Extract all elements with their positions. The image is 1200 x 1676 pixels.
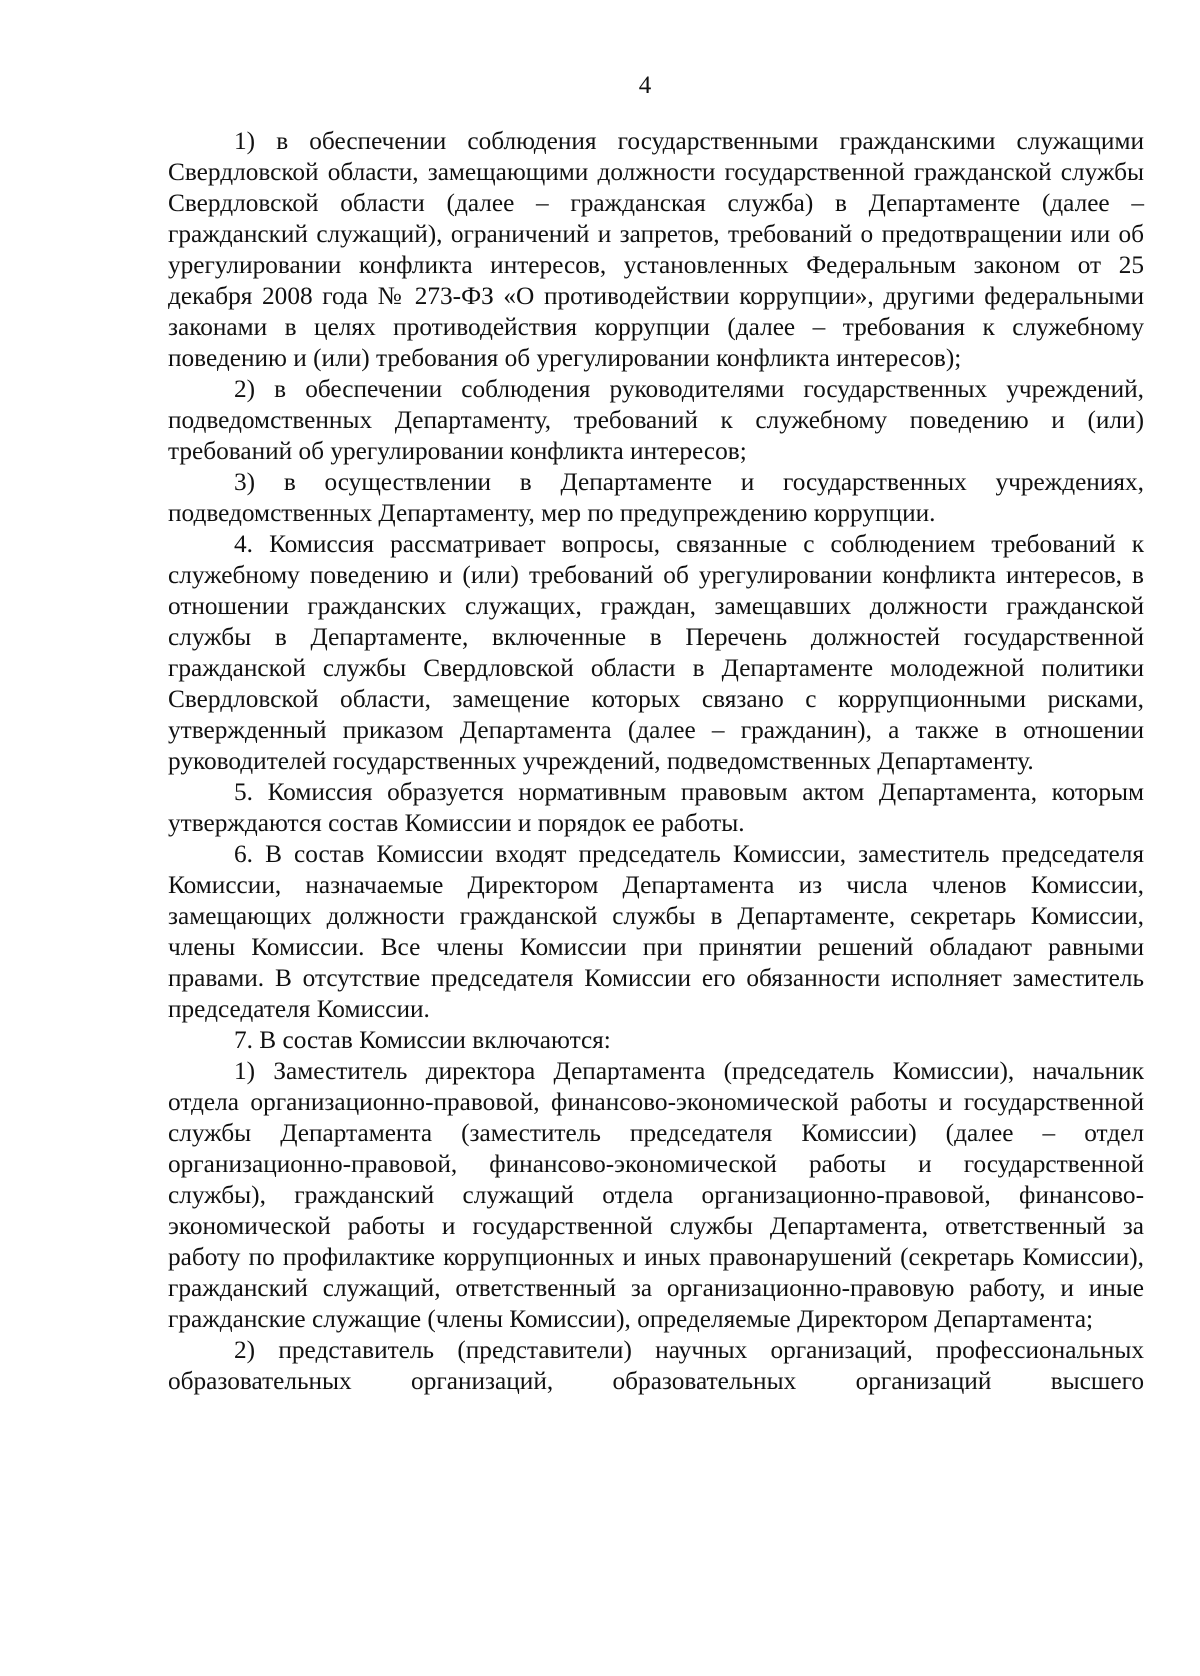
paragraph-section-6: 6. В состав Комиссии входят председатель Комиссии, заместитель председателя Комиссии, назначаемые Директором Департамента из числа членов Комиссии, замещающих должности гражданской службы в Департаменте, секретарь Комиссии, члены Комиссии. Все члены Комиссии при принятии решений обладают равными правами. В отсутствие председателя Комиссии его обязанности исполняет заместитель председателя Комиссии. — [168, 840, 1144, 1023]
paragraph-section-7-item-1: 1) Заместитель директора Департамента (председатель Комиссии), начальник отдела организационно-правовой, финансово-экономической работы и государственной службы Департамента (заместитель председателя Комиссии) (далее – отдел организационно-правовой, финансово-экономической работы и государственной службы), гражданский служащий отдела организационно-правовой, финансово-экономической работы и государственной службы Департамента, ответственный за работу по профилактике коррупционных и иных правонарушений (секретарь Комиссии), гражданский служащий, ответственный за организационно-правовую работу, и иные гражданские служащие (члены Комиссии), определяемые Директором Департамента; — [168, 1057, 1144, 1333]
paragraph-section-5: 5. Комиссия образуется нормативным правовым актом Департамента, которым утверждаются состав Комиссии и порядок ее работы. — [168, 778, 1144, 837]
page-number: 4 — [638, 72, 652, 99]
document-body — [168, 126, 1144, 1397]
paragraph-item-3-corruption-prevention: 3) в осуществлении в Департаменте и государственных учреждениях, подведомственных Департаменту, мер по предупреждению коррупции. — [168, 468, 1144, 527]
paragraph-section-7-item-2: 2) представитель (представители) научных организаций, профессиональных образовательных организаций, образовательных организаций высшего — [168, 1336, 1144, 1395]
paragraph-item-2-heads-of-institutions: 2) в обеспечении соблюдения руководителями государственных учреждений, подведомственных Департаменту, требований к служебному поведению и (или) требований об урегулировании конфликта интересов; — [168, 375, 1144, 465]
paragraph-section-7: 7. В состав Комиссии включаются: — [234, 1026, 611, 1054]
paragraph-section-4: 4. Комиссия рассматривает вопросы, связанные с соблюдением требований к служебному поведению и (или) требований об урегулировании конфликта интересов, в отношении гражданских служащих, граждан, замещавших должности гражданской службы в Департаменте, включенные в Перечень должностей государственной гражданской службы Свердловской области в Департаменте молодежной политики Свердловской области, замещение которых связано с коррупционными рисками, утвержденный приказом Департамента (далее – гражданин), а также в отношении руководителей государственных учреждений, подведомственных Департаменту. — [168, 530, 1144, 775]
paragraph-item-1-ensuring-compliance: 1) в обеспечении соблюдения государственными гражданскими служащими Свердловской области, замещающими должности государственной гражданской службы Свердловской области (далее – гражданская служба) в Департаменте (далее – гражданский служащий), ограничений и запретов, требований о предотвращении или об урегулировании конфликта интересов, установленных Федеральным законом от 25 декабря 2008 года № 273-ФЗ «О противодействии коррупции», другими федеральными законами в целях противодействия коррупции (далее – требования к служебному поведению и (или) требования об урегулировании конфликта интересов); — [168, 127, 1144, 372]
